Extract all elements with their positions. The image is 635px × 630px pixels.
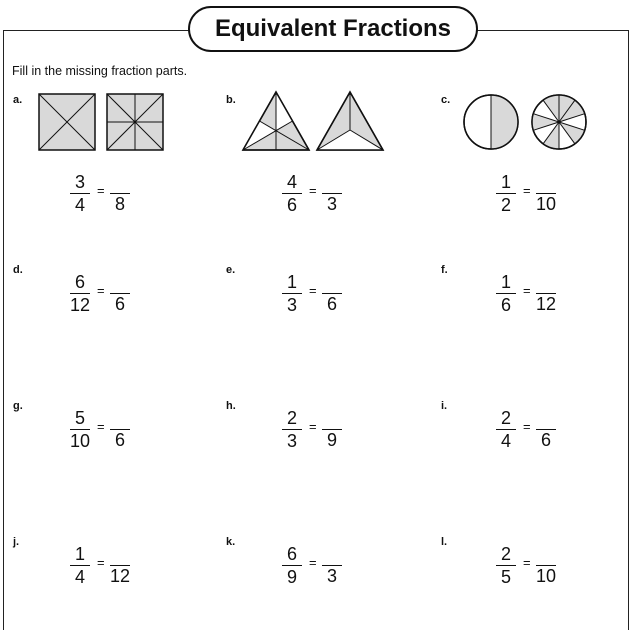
equation-c: [494, 171, 584, 217]
numerator: 1: [500, 172, 511, 192]
equals-sign: =: [97, 555, 105, 570]
problem-label-b: b.: [226, 94, 236, 106]
denominator: 9: [326, 430, 337, 450]
equals-sign: =: [523, 419, 531, 434]
denominator: 4: [74, 195, 85, 215]
problem-label-j: j.: [13, 536, 20, 548]
given-fraction: [280, 407, 304, 452]
denominator: 12: [69, 295, 91, 315]
answer-denominator: [108, 293, 132, 315]
answer-denominator: [108, 429, 132, 451]
answer-denominator: [534, 565, 558, 587]
problem-label-l: l.: [441, 536, 448, 548]
equation-e: [280, 271, 370, 317]
equation-i: [494, 407, 584, 453]
circle-tenths-diagram: [530, 93, 590, 153]
numerator: 1: [500, 272, 511, 292]
worksheet-title: Equivalent Fractions: [188, 6, 478, 52]
problem-label-f: f.: [441, 264, 448, 276]
denominator: 2: [500, 195, 511, 215]
equation-b: [280, 171, 370, 217]
numerator: 2: [286, 408, 297, 428]
equation-d: [68, 271, 158, 317]
denominator: 6: [500, 295, 511, 315]
problem-label-i: i.: [441, 400, 448, 412]
denominator: 8: [114, 194, 125, 214]
equals-sign: =: [309, 283, 317, 298]
denominator: 3: [286, 295, 297, 315]
numerator: 4: [286, 172, 297, 192]
denominator: 12: [535, 294, 557, 314]
equals-sign: =: [309, 183, 317, 198]
square-eighths-diagram: [106, 93, 166, 151]
denominator: 3: [326, 194, 337, 214]
denominator: 9: [286, 567, 297, 587]
equation-l: [494, 543, 584, 589]
denominator: 4: [74, 567, 85, 587]
denominator: 12: [109, 566, 131, 586]
equation-a: [68, 171, 158, 217]
denominator: 6: [114, 430, 125, 450]
equals-sign: =: [97, 419, 105, 434]
equals-sign: =: [523, 283, 531, 298]
given-fraction: [68, 543, 92, 588]
given-fraction: [68, 407, 92, 452]
square-fourths-diagram: [38, 93, 98, 151]
denominator: 4: [500, 431, 511, 451]
numerator: 6: [286, 544, 297, 564]
problem-label-c: c.: [441, 94, 451, 106]
given-fraction: [494, 543, 518, 588]
equation-f: [494, 271, 584, 317]
equals-sign: =: [523, 555, 531, 570]
answer-denominator: [320, 193, 344, 215]
denominator: 3: [326, 566, 337, 586]
answer-denominator: [108, 193, 132, 215]
equation-g: [68, 407, 158, 453]
given-fraction: [494, 271, 518, 316]
denominator: 10: [69, 431, 91, 451]
numerator: 6: [74, 272, 85, 292]
problem-label-e: e.: [226, 264, 236, 276]
answer-denominator: [534, 193, 558, 215]
triangle-thirds-diagram: [315, 90, 385, 154]
denominator: 5: [500, 567, 511, 587]
answer-denominator: [108, 565, 132, 587]
triangle-sixths-diagram: [241, 90, 311, 154]
problem-label-h: h.: [226, 400, 236, 412]
equation-j: [68, 543, 158, 589]
problem-label-g: g.: [13, 400, 23, 412]
answer-denominator: [320, 429, 344, 451]
given-fraction: [280, 543, 304, 588]
equation-k: [280, 543, 370, 589]
circle-halves-diagram: [462, 93, 522, 153]
answer-denominator: [534, 293, 558, 315]
numerator: 3: [74, 172, 85, 192]
given-fraction: [494, 407, 518, 452]
problem-label-d: d.: [13, 264, 23, 276]
numerator: 2: [500, 408, 511, 428]
denominator: 10: [535, 194, 557, 214]
numerator: 1: [74, 544, 85, 564]
given-fraction: [494, 171, 518, 216]
denominator: 6: [114, 294, 125, 314]
numerator: 1: [286, 272, 297, 292]
denominator: 6: [326, 294, 337, 314]
numerator: 2: [500, 544, 511, 564]
equals-sign: =: [523, 183, 531, 198]
instructions-text: Fill in the missing fraction parts.: [12, 64, 188, 78]
denominator: 6: [540, 430, 551, 450]
equals-sign: =: [309, 419, 317, 434]
problem-label-k: k.: [226, 536, 236, 548]
equals-sign: =: [97, 283, 105, 298]
denominator: 6: [286, 195, 297, 215]
denominator: 3: [286, 431, 297, 451]
given-fraction: [280, 171, 304, 216]
denominator: 10: [535, 566, 557, 586]
given-fraction: [68, 171, 92, 216]
answer-denominator: [534, 429, 558, 451]
answer-denominator: [320, 565, 344, 587]
given-fraction: [280, 271, 304, 316]
equals-sign: =: [309, 555, 317, 570]
numerator: 5: [74, 408, 85, 428]
given-fraction: [68, 271, 92, 316]
equals-sign: =: [97, 183, 105, 198]
equation-h: [280, 407, 370, 453]
problem-label-a: a.: [13, 94, 23, 106]
answer-denominator: [320, 293, 344, 315]
